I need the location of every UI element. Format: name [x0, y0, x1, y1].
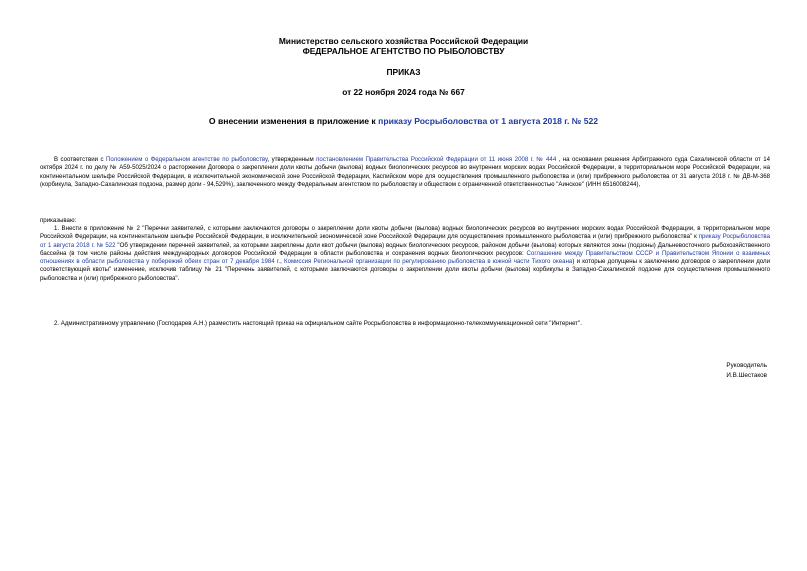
- agency-name: ФЕДЕРАЛЬНОЕ АГЕНТСТВО ПО РЫБОЛОВСТВУ: [302, 46, 505, 56]
- document-title: [0, 116, 807, 127]
- item1-text-2: "Об утверждении перечней заявителей, за которыми закреплены доли квот добычи (вылова) водных биологических ресурсов, районом добычи (вылова) которых являются зоны (подзоны) Дальневосточного рыбохозяйственного бассейна (в том числе районы действия международных договоров Российской Федерации в области рыболовства и сохранения водных биологических ресурсов:: [40, 241, 770, 257]
- title-order-link[interactable]: приказу Росрыболовства от 1 августа 2018 г. № 522: [378, 116, 599, 126]
- ussr-japan-agreement-link[interactable]: Соглашение между Правительством СССР и Правительством Японии о взаимных отношениях в области рыболовства у побережий обеих стран от 7 декабря 1984 г.: [40, 249, 770, 266]
- signatory-name: И.В.Шестаков: [726, 372, 767, 379]
- item-2-paragraph: 2. Административному управлению (Господарев А.Н.) разместить настоящий приказ на официальном сайте Росрыболовства в информационно-телекоммуникационной сети "Интернет".: [54, 320, 582, 327]
- title-prefix: О внесении изменения в приложение к: [208, 116, 379, 126]
- preamble-text-1: В соответствии с: [54, 156, 106, 163]
- preamble-text-3: , на основании решения Арбитражного суда Сахалинской области от 14 октября 2024 г. по делу № А59-5025/2024 о расторжении Договора о закреплении доли квоты добычи (вылова) водных биологических ресурсов во внутренних морских водах Российской Федерации, в территориальном море Российской Федерации, на континентальном шельфе Российской Федерации, в исключительной экономической зоне Российской Федерации, Каспийском море для осуществления промышленного рыболовства и (или) прибрежного рыболовства от 31 августа 2018 г. № ДВ-М-368 (корбикула, Западно-Сахалинская подзона, размер доли - 94,529%), заключенного между Федеральным агентством по рыболовству и обществом с ограниченной ответственностью "Аинское" (ИНН 6516008244),: [40, 156, 771, 188]
- preamble-paragraph: [40, 156, 770, 189]
- item1-order-link[interactable]: приказу Росрыболовства от 1 августа 2018 г. № 522: [40, 233, 770, 249]
- ministry-name: Министерство сельского хозяйства Российской Федерации: [278, 36, 529, 46]
- item1-text-3: ,: [280, 258, 285, 266]
- south-pacific-commission-link[interactable]: Комиссия Региональной организации по регулированию рыболовства в южной части Тихого океана: [284, 258, 573, 266]
- document-type: ПРИКАЗ: [386, 67, 421, 77]
- item1-text-1: 1. Внести в приложение № 2 "Перечни заявителей, с которыми заключаются договоры о закреплении доли квоты добычи (вылова) водных биологических ресурсов во внутренних морских водах Российской Федерации, в территориальном море Российской Федерации, на континентальном шельфе Российской Федерации, в исключительной экономической зоне Российской Федерации для осуществления промышленного рыболовства и (или) прибрежного рыболовства" к: [40, 225, 770, 241]
- document-date-number: от 22 ноября 2024 года № 667: [342, 87, 465, 97]
- item-1-paragraph: [40, 225, 770, 283]
- signatory-position: Руководитель: [726, 362, 767, 369]
- government-decree-link[interactable]: постановлением Правительства Российской Федерации от 11 июня 2008 г. № 444: [316, 156, 557, 163]
- order-word: приказываю:: [40, 217, 77, 224]
- preamble-text-2: , утвержденным: [267, 156, 317, 163]
- item1-text-4: ) и которые допущены к заключению договоров о закреплении доли соответствующей квоты" изменение, исключив таблицу № 21 "Перечень заявителей, с которыми заключаются договоры о закреплении доли квоты добычи (вылова) корбикулы в Западно-Сахалинской подзоне для осуществления промышленного рыболовства и (или) прибрежного рыболовства".: [40, 258, 771, 282]
- regulation-link[interactable]: Положением о Федеральном агентстве по рыболовству: [105, 156, 268, 163]
